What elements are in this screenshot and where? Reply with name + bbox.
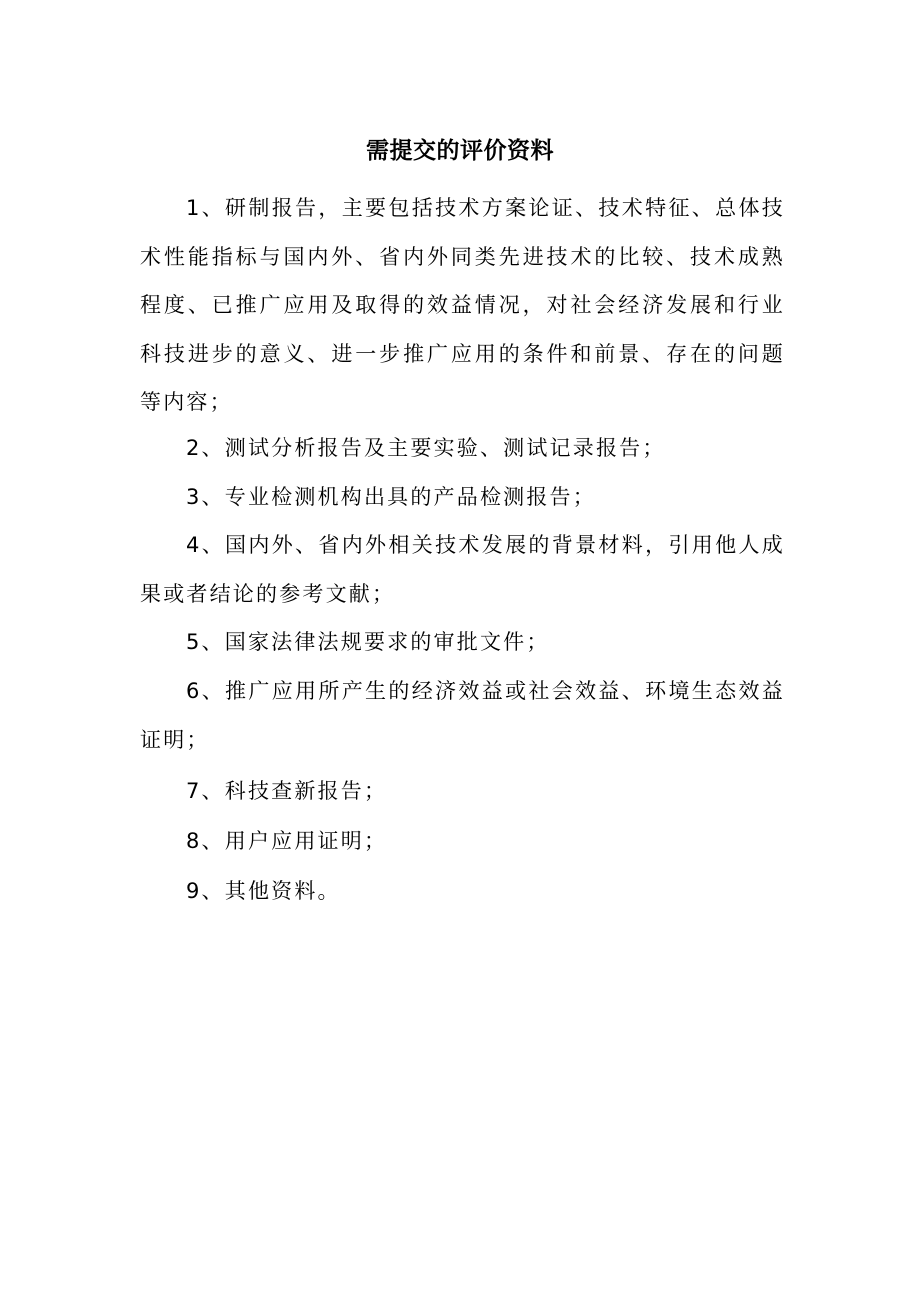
list-item-5: 5、国家法律法规要求的审批文件； [186,630,550,654]
list-item-3: 3、专业检测机构出具的产品检测报告； [186,485,596,509]
list-item-9: 9、其他资料。 [186,879,341,903]
list-item-8: 8、用户应用证明； [186,829,388,853]
page-title: 需提交的评价资料 [366,138,554,164]
list-item-7: 7、科技查新报告； [186,779,388,803]
list-item-1: 1、研制报告，主要包括技术方案论证、技术特征、总体技术性能指标与国内外、省内外同类先进技术的比较、技术成熟程度、已推广应用及取得的效益情况，对社会经济发展和行业科技进步的意义、进一步推广应用的条件和前景、存在的问题等内容； [140,196,785,414]
list-item-6: 6、推广应用所产生的经济效益或社会效益、环境生态效益证明； [140,679,785,752]
list-item-4: 4、国内外、省内外相关技术发展的背景材料，引用他人成果或者结论的参考文献； [140,533,785,606]
list-item-2: 2、测试分析报告及主要实验、测试记录报告； [186,436,666,460]
